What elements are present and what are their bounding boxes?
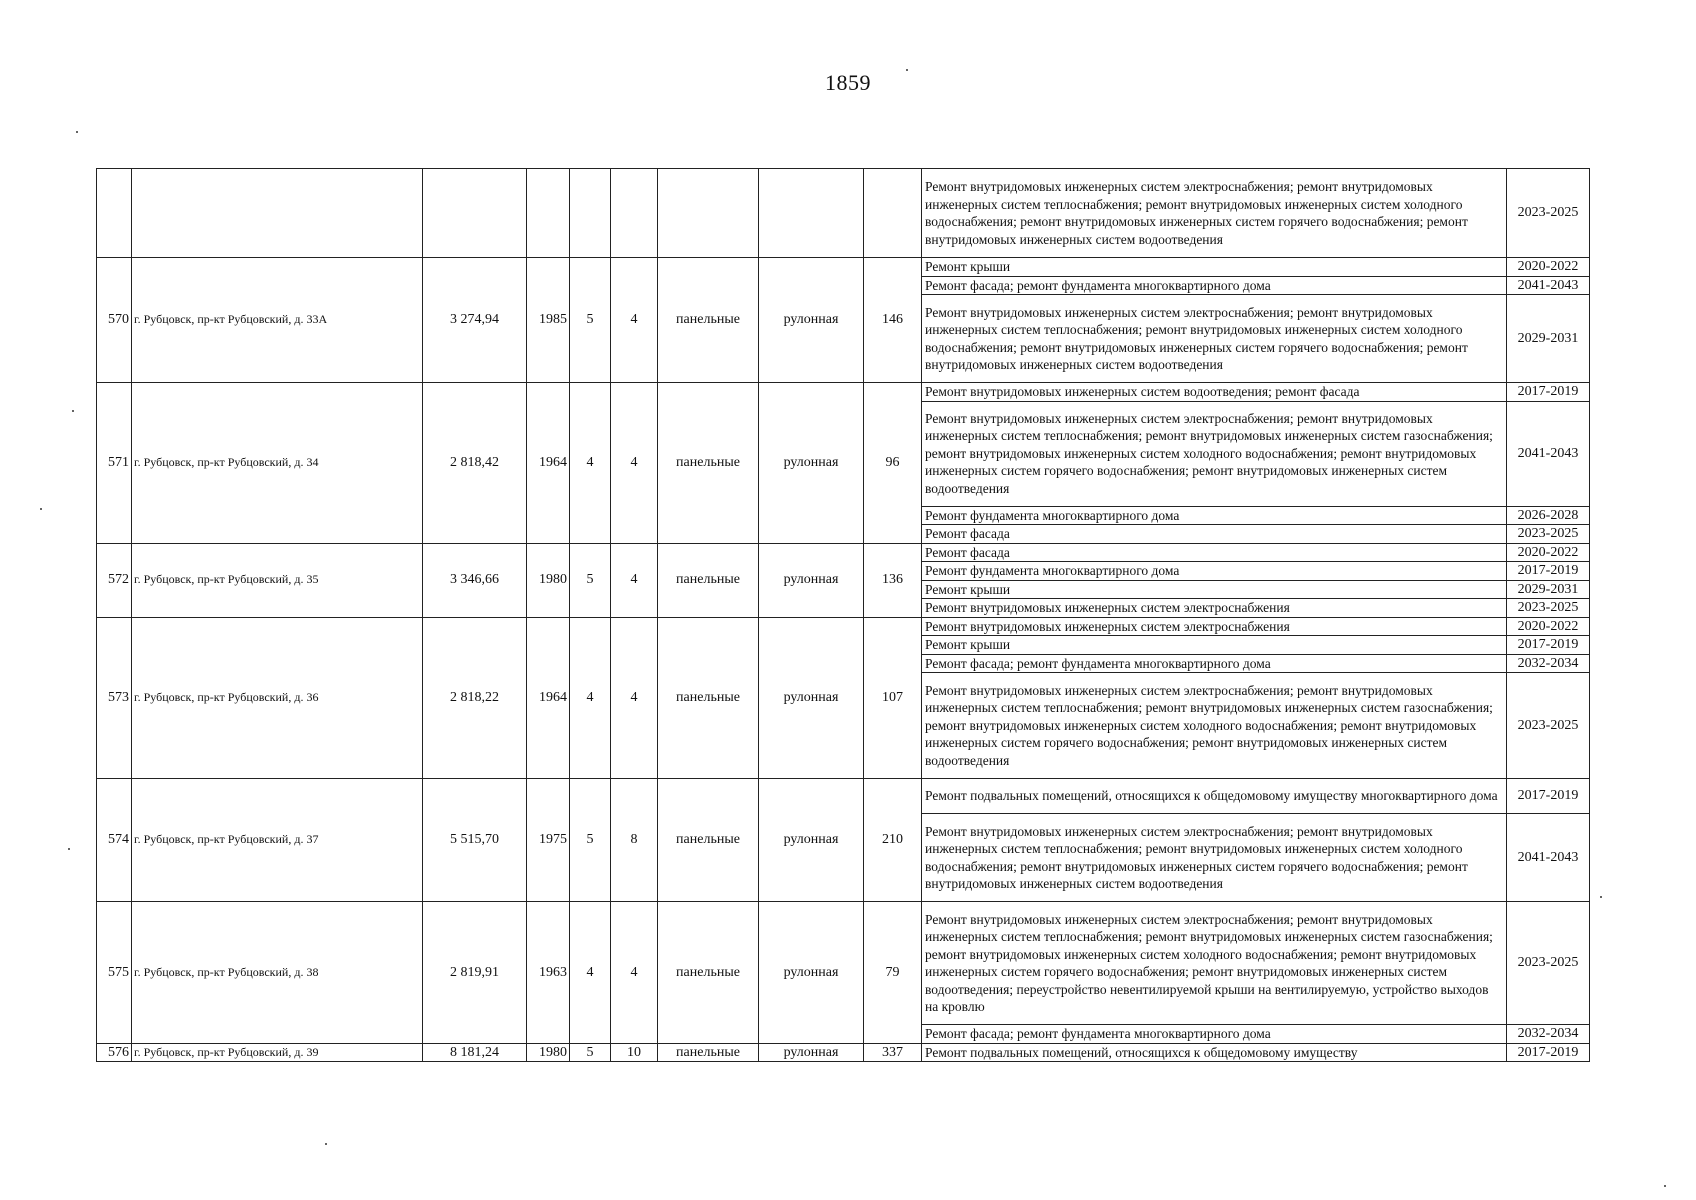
- record-year: 1975: [527, 779, 570, 902]
- record-year: 1980: [527, 543, 570, 617]
- work-period: 2041-2043: [1507, 401, 1590, 506]
- record-entrances: 4: [611, 383, 658, 544]
- record-address: г. Рубцовск, пр-кт Рубцовский, д. 37: [132, 779, 423, 902]
- work-description: Ремонт фасада; ремонт фундамента многоквартирного дома: [922, 276, 1507, 295]
- work-description: Ремонт фасада: [922, 543, 1507, 562]
- table-row: [97, 902, 1590, 1025]
- record-floors: 4: [570, 617, 611, 779]
- record-year: 1980: [527, 1043, 570, 1062]
- work-description: Ремонт подвальных помещений, относящихся к общедомовому имуществу многоквартирного дома: [922, 779, 1507, 814]
- record-entrances: 4: [611, 258, 658, 383]
- record-year: [527, 169, 570, 258]
- record-year: 1985: [527, 258, 570, 383]
- work-description: Ремонт внутридомовых инженерных систем электроснабжения; ремонт внутридомовых инженерных систем теплоснабжения; ремонт внутридомовых инженерных систем холодного водоснабжения; ремонт внутридомовых инженерных систем горячего водоснабжения; ремонт внутридомовых инженерных систем водоотведения: [922, 169, 1507, 258]
- repair-schedule-table: [96, 168, 1590, 1062]
- record-address: г. Рубцовск, пр-кт Рубцовский, д. 35: [132, 543, 423, 617]
- record-address: г. Рубцовск, пр-кт Рубцовский, д. 34: [132, 383, 423, 544]
- record-address: [132, 169, 423, 258]
- work-description: Ремонт внутридомовых инженерных систем электроснабжения; ремонт внутридомовых инженерных систем теплоснабжения; ремонт внутридомовых инженерных систем газоснабжения; ремонт внутридомовых инженерных систем холодного водоснабжения; ремонт внутридомовых инженерных систем горячего водоснабжения; ремонт внутридомовых инженерных систем водоотведения; переустройство невентилируемой крыши на вентилируемую, устройство выходов на кровлю: [922, 902, 1507, 1025]
- work-period: 2017-2019: [1507, 636, 1590, 655]
- record-number: 572: [97, 543, 132, 617]
- record-number: [97, 169, 132, 258]
- work-description: Ремонт крыши: [922, 258, 1507, 277]
- record-wall-material: панельные: [658, 258, 759, 383]
- table-row: [97, 543, 1590, 562]
- record-floors: 5: [570, 1043, 611, 1062]
- record-address: г. Рубцовск, пр-кт Рубцовский, д. 33А: [132, 258, 423, 383]
- scan-speck: [76, 131, 78, 133]
- record-address: г. Рубцовск, пр-кт Рубцовский, д. 39: [132, 1043, 423, 1062]
- work-period: 2020-2022: [1507, 258, 1590, 277]
- table-row: [97, 383, 1590, 402]
- record-area: [423, 169, 527, 258]
- work-period: 2023-2025: [1507, 673, 1590, 779]
- record-entrances: 10: [611, 1043, 658, 1062]
- table-row: [97, 169, 1590, 258]
- work-period: 2023-2025: [1507, 169, 1590, 258]
- record-entrances: 4: [611, 617, 658, 779]
- work-description: Ремонт внутридомовых инженерных систем электроснабжения; ремонт внутридомовых инженерных систем теплоснабжения; ремонт внутридомовых инженерных систем газоснабжения; ремонт внутридомовых инженерных систем холодного водоснабжения; ремонт внутридомовых инженерных систем горячего водоснабжения; ремонт внутридомовых инженерных систем водоотведения: [922, 401, 1507, 506]
- work-description: Ремонт фасада; ремонт фундамента многоквартирного дома: [922, 654, 1507, 673]
- record-entrances: [611, 169, 658, 258]
- work-period: 2017-2019: [1507, 1043, 1590, 1062]
- work-period: 2020-2022: [1507, 617, 1590, 636]
- work-period: 2041-2043: [1507, 814, 1590, 902]
- record-number: 575: [97, 902, 132, 1044]
- work-description: Ремонт подвальных помещений, относящихся к общедомовому имуществу: [922, 1043, 1507, 1062]
- work-description: Ремонт крыши: [922, 580, 1507, 599]
- table-row: [97, 258, 1590, 277]
- record-roof-type: рулонная: [759, 617, 864, 779]
- record-floors: 4: [570, 902, 611, 1044]
- record-address: г. Рубцовск, пр-кт Рубцовский, д. 36: [132, 617, 423, 779]
- record-area: 2 818,22: [423, 617, 527, 779]
- record-number: 574: [97, 779, 132, 902]
- record-residents: 337: [864, 1043, 922, 1062]
- record-residents: 79: [864, 902, 922, 1044]
- record-residents: 107: [864, 617, 922, 779]
- record-area: 8 181,24: [423, 1043, 527, 1062]
- table-row: [97, 617, 1590, 636]
- scan-speck: [72, 410, 74, 412]
- record-residents: [864, 169, 922, 258]
- record-roof-type: рулонная: [759, 383, 864, 544]
- work-period: 2026-2028: [1507, 506, 1590, 525]
- work-description: Ремонт внутридомовых инженерных систем водоотведения; ремонт фасада: [922, 383, 1507, 402]
- record-year: 1963: [527, 902, 570, 1044]
- record-residents: 96: [864, 383, 922, 544]
- record-entrances: 4: [611, 543, 658, 617]
- record-floors: 5: [570, 543, 611, 617]
- record-wall-material: [658, 169, 759, 258]
- record-number: 570: [97, 258, 132, 383]
- work-period: 2032-2034: [1507, 1025, 1590, 1044]
- record-wall-material: панельные: [658, 902, 759, 1044]
- work-period: 2032-2034: [1507, 654, 1590, 673]
- work-period: 2020-2022: [1507, 543, 1590, 562]
- table-row: [97, 1043, 1590, 1062]
- record-roof-type: рулонная: [759, 902, 864, 1044]
- scan-speck: [906, 69, 908, 71]
- work-description: Ремонт внутридомовых инженерных систем электроснабжения; ремонт внутридомовых инженерных систем теплоснабжения; ремонт внутридомовых инженерных систем газоснабжения; ремонт внутридомовых инженерных систем холодного водоснабжения; ремонт внутридомовых инженерных систем горячего водоснабжения; ремонт внутридомовых инженерных систем водоотведения: [922, 673, 1507, 779]
- work-description: Ремонт фундамента многоквартирного дома: [922, 562, 1507, 581]
- work-period: 2017-2019: [1507, 383, 1590, 402]
- work-description: Ремонт внутридомовых инженерных систем электроснабжения; ремонт внутридомовых инженерных систем теплоснабжения; ремонт внутридомовых инженерных систем холодного водоснабжения; ремонт внутридомовых инженерных систем горячего водоснабжения; ремонт внутридомовых инженерных систем водоотведения: [922, 295, 1507, 383]
- scan-speck: [1664, 1185, 1666, 1187]
- work-period: 2023-2025: [1507, 599, 1590, 618]
- record-entrances: 8: [611, 779, 658, 902]
- record-roof-type: рулонная: [759, 543, 864, 617]
- record-roof-type: [759, 169, 864, 258]
- work-description: Ремонт внутридомовых инженерных систем электроснабжения; ремонт внутридомовых инженерных систем теплоснабжения; ремонт внутридомовых инженерных систем холодного водоснабжения; ремонт внутридомовых инженерных систем горячего водоснабжения; ремонт внутридомовых инженерных систем водоотведения: [922, 814, 1507, 902]
- work-description: Ремонт фасада: [922, 525, 1507, 544]
- scan-speck: [40, 508, 42, 510]
- record-area: 5 515,70: [423, 779, 527, 902]
- work-period: 2041-2043: [1507, 276, 1590, 295]
- work-period: 2029-2031: [1507, 295, 1590, 383]
- work-description: Ремонт фасада; ремонт фундамента многоквартирного дома: [922, 1025, 1507, 1044]
- record-floors: [570, 169, 611, 258]
- record-wall-material: панельные: [658, 1043, 759, 1062]
- work-description: Ремонт внутридомовых инженерных систем электроснабжения: [922, 617, 1507, 636]
- table-row: [97, 779, 1590, 814]
- work-period: 2017-2019: [1507, 779, 1590, 814]
- work-period: 2023-2025: [1507, 525, 1590, 544]
- record-wall-material: панельные: [658, 617, 759, 779]
- work-description: Ремонт крыши: [922, 636, 1507, 655]
- scan-speck: [325, 1143, 327, 1145]
- record-residents: 210: [864, 779, 922, 902]
- record-residents: 146: [864, 258, 922, 383]
- work-description: Ремонт фундамента многоквартирного дома: [922, 506, 1507, 525]
- work-period: 2017-2019: [1507, 562, 1590, 581]
- work-period: 2029-2031: [1507, 580, 1590, 599]
- work-description: Ремонт внутридомовых инженерных систем электроснабжения: [922, 599, 1507, 618]
- scan-speck: [68, 848, 70, 850]
- record-roof-type: рулонная: [759, 258, 864, 383]
- record-floors: 5: [570, 779, 611, 902]
- record-area: 3 346,66: [423, 543, 527, 617]
- record-area: 2 819,91: [423, 902, 527, 1044]
- record-wall-material: панельные: [658, 779, 759, 902]
- record-address: г. Рубцовск, пр-кт Рубцовский, д. 38: [132, 902, 423, 1044]
- record-number: 571: [97, 383, 132, 544]
- record-wall-material: панельные: [658, 383, 759, 544]
- record-wall-material: панельные: [658, 543, 759, 617]
- record-year: 1964: [527, 383, 570, 544]
- record-number: 576: [97, 1043, 132, 1062]
- record-entrances: 4: [611, 902, 658, 1044]
- record-year: 1964: [527, 617, 570, 779]
- record-floors: 5: [570, 258, 611, 383]
- record-area: 3 274,94: [423, 258, 527, 383]
- record-floors: 4: [570, 383, 611, 544]
- record-roof-type: рулонная: [759, 1043, 864, 1062]
- record-residents: 136: [864, 543, 922, 617]
- work-period: 2023-2025: [1507, 902, 1590, 1025]
- record-area: 2 818,42: [423, 383, 527, 544]
- page-number: 1859: [825, 70, 871, 95]
- scan-speck: [1600, 896, 1602, 898]
- record-roof-type: рулонная: [759, 779, 864, 902]
- record-number: 573: [97, 617, 132, 779]
